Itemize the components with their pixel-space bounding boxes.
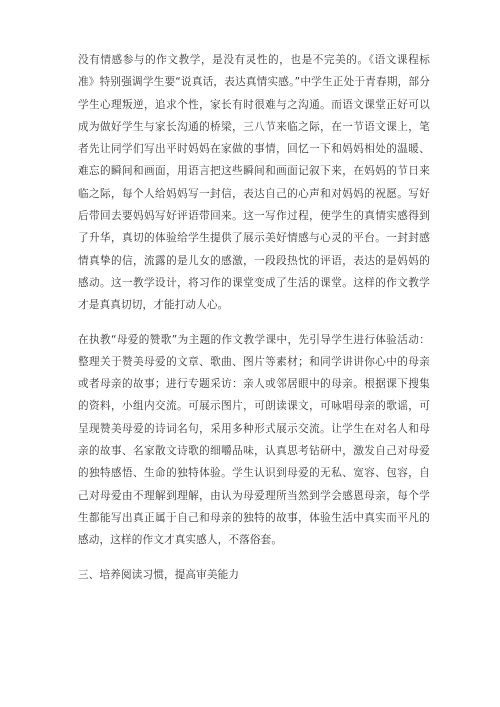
section-heading: 三、培养阅读习惯，提高审美能力 xyxy=(78,568,240,581)
document-page xyxy=(78,49,430,586)
paragraph-mother-love-lesson: 在执教“母爱的赞歌”为主题的作文教学课中，先引导学生进行体验活动：整理关于赞美母爱的文章、歌曲、图片等素材；和同学讲讲你心中的母亲或者母亲的故事；进行专题采访：亲人或邻居眼中的母亲。根据课下搜集的资料，小组内交流。可展示图片，可朗读课文，可咏唱母亲的歌谣，可呈现赞美母爱的诗词名句，采用多种形式展示交流。让学生在对名人和母亲的故事、名家散文诗歌的细嚼品味，认真思考钻研中，激发自己对母爱的独特感悟、生命的独特体验。学生认识到母爱的无私、宽容、包容，自己对母爱由不理解到理解，由认为母爱理所当然到学会感恩母亲，每个学生都能写出真正属于自己和母亲的独特的故事，体验生活中真实而平凡的感动，这样的作文才真实感人，不落俗套。 xyxy=(78,333,430,547)
paragraph-emotional-writing: 没有情感参与的作文教学，是没有灵性的，也是不完美的。《语文课程标准》特别强调学生要“说真话，表达真情实感。”中学生正处于青春期，部分学生心理叛逆，追求个性，家长有时很难与之沟通。而语文课堂正好可以成为做好学生与家长沟通的桥梁，三八节来临之际，在一节语文课上，笔者先让同学们写出平时妈妈在家做的事情，回忆一下和妈妈相处的温暖、难忘的瞬间和画面，用语言把这些瞬间和画面记叙下来，在妈妈的节日来临之际，每个人给妈妈写一封信，表达自己的心声和对妈妈的祝愿。写好后带回去要妈妈写好评语带回来。这一写作过程，使学生的真情实感得到了升华，真切的体验给学生提供了展示美好情感与心灵的平台。一封封感情真挚的信，流露的是儿女的感激，一段段热忱的评语，表达的是妈妈的感动。这一教学设计，将习作的课堂变成了生活的课堂。这样的作文教学才是真真切切，才能打动人心。 xyxy=(78,54,430,312)
